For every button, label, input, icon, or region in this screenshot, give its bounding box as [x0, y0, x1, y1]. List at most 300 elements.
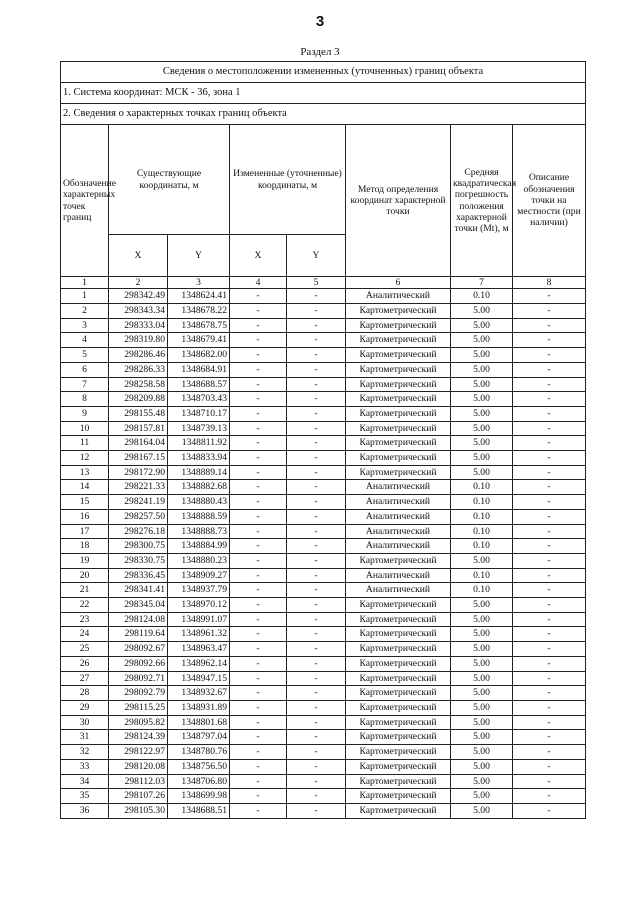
cell-method: Картометрический — [346, 745, 451, 760]
cell-description: - — [513, 318, 586, 333]
cell-method: Картометрический — [346, 465, 451, 480]
cell-changed-y: - — [287, 495, 346, 510]
table-row — [61, 333, 586, 348]
cell-existing-y: 1348961.32 — [168, 627, 230, 642]
cell-changed-x: - — [230, 333, 287, 348]
cell-existing-x: 298345.04 — [109, 598, 168, 613]
table-row — [61, 377, 586, 392]
section-title: Раздел 3 — [300, 46, 340, 58]
cell-changed-x: - — [230, 598, 287, 613]
cell-accuracy: 5.00 — [451, 612, 513, 627]
table-row — [61, 318, 586, 333]
cell-existing-x: 298300.75 — [109, 539, 168, 554]
cell-existing-y: 1348962.14 — [168, 656, 230, 671]
cell-existing-y: 1348884.99 — [168, 539, 230, 554]
cell-changed-y: - — [287, 436, 346, 451]
cell-method: Картометрический — [346, 421, 451, 436]
cell-description: - — [513, 304, 586, 319]
column-number-row — [61, 277, 586, 289]
cell-description: - — [513, 671, 586, 686]
cell-existing-y: 1348756.50 — [168, 759, 230, 774]
table-row — [61, 627, 586, 642]
cell-existing-x: 298124.08 — [109, 612, 168, 627]
cell-changed-y: - — [287, 392, 346, 407]
cell-changed-x: - — [230, 627, 287, 642]
cell-method: Картометрический — [346, 656, 451, 671]
cell-accuracy: 5.00 — [451, 715, 513, 730]
cell-existing-y: 1348963.47 — [168, 642, 230, 657]
cell-existing-x: 298105.30 — [109, 803, 168, 818]
cell-point-number: 17 — [61, 524, 109, 539]
cell-existing-x: 298241.19 — [109, 495, 168, 510]
cell-method: Аналитический — [346, 289, 451, 304]
table-row — [61, 789, 586, 804]
cell-accuracy: 0.10 — [451, 480, 513, 495]
cell-description: - — [513, 715, 586, 730]
cell-description: - — [513, 539, 586, 554]
cell-existing-x: 298341.41 — [109, 583, 168, 598]
cell-description: - — [513, 362, 586, 377]
table-row — [61, 495, 586, 510]
column-number: 7 — [451, 277, 513, 289]
cell-point-number: 8 — [61, 392, 109, 407]
cell-changed-x: - — [230, 583, 287, 598]
cell-existing-x: 298164.04 — [109, 436, 168, 451]
cell-accuracy: 5.00 — [451, 421, 513, 436]
cell-accuracy: 5.00 — [451, 642, 513, 657]
cell-description: - — [513, 421, 586, 436]
cell-changed-x: - — [230, 568, 287, 583]
cell-existing-y: 1348889.14 — [168, 465, 230, 480]
cell-point-number: 34 — [61, 774, 109, 789]
cell-accuracy: 5.00 — [451, 392, 513, 407]
cell-changed-y: - — [287, 406, 346, 421]
cell-point-number: 33 — [61, 759, 109, 774]
header-existing-x: X — [109, 235, 168, 277]
cell-point-number: 24 — [61, 627, 109, 642]
cell-method: Картометрический — [346, 348, 451, 363]
cell-changed-y: - — [287, 789, 346, 804]
cell-point-number: 5 — [61, 348, 109, 363]
cell-method: Аналитический — [346, 509, 451, 524]
cell-changed-x: - — [230, 642, 287, 657]
cell-changed-x: - — [230, 465, 287, 480]
cell-description: - — [513, 745, 586, 760]
cell-changed-y: - — [287, 509, 346, 524]
cell-description: - — [513, 392, 586, 407]
cell-description: - — [513, 406, 586, 421]
cell-changed-x: - — [230, 436, 287, 451]
table-row — [61, 774, 586, 789]
cell-method: Картометрический — [346, 715, 451, 730]
cell-point-number: 26 — [61, 656, 109, 671]
cell-changed-x: - — [230, 377, 287, 392]
cell-point-number: 14 — [61, 480, 109, 495]
cell-existing-y: 1348678.22 — [168, 304, 230, 319]
cell-method: Картометрический — [346, 759, 451, 774]
cell-accuracy: 5.00 — [451, 436, 513, 451]
cell-changed-y: - — [287, 598, 346, 613]
cell-point-number: 35 — [61, 789, 109, 804]
cell-method: Картометрический — [346, 377, 451, 392]
cell-changed-x: - — [230, 348, 287, 363]
cell-changed-x: - — [230, 803, 287, 818]
cell-description: - — [513, 774, 586, 789]
cell-method: Аналитический — [346, 568, 451, 583]
table-row — [61, 686, 586, 701]
table-row — [61, 392, 586, 407]
cell-accuracy: 0.10 — [451, 495, 513, 510]
cell-changed-x: - — [230, 289, 287, 304]
cell-existing-x: 298258.58 — [109, 377, 168, 392]
cell-point-number: 11 — [61, 436, 109, 451]
cell-changed-x: - — [230, 539, 287, 554]
cell-point-number: 21 — [61, 583, 109, 598]
cell-existing-x: 298343.34 — [109, 304, 168, 319]
cell-method: Картометрический — [346, 451, 451, 466]
cell-changed-y: - — [287, 686, 346, 701]
cell-method: Картометрический — [346, 392, 451, 407]
table-row — [61, 568, 586, 583]
cell-method: Картометрический — [346, 333, 451, 348]
table-row — [61, 671, 586, 686]
cell-existing-x: 298112.03 — [109, 774, 168, 789]
cell-method: Картометрический — [346, 686, 451, 701]
cell-existing-x: 298157.81 — [109, 421, 168, 436]
header-changed-y: Y — [287, 235, 346, 277]
cell-changed-x: - — [230, 686, 287, 701]
table-row — [61, 701, 586, 716]
cell-changed-y: - — [287, 730, 346, 745]
cell-changed-x: - — [230, 421, 287, 436]
cell-point-number: 13 — [61, 465, 109, 480]
cell-method: Картометрический — [346, 362, 451, 377]
cell-accuracy: 5.00 — [451, 774, 513, 789]
cell-existing-y: 1348739.13 — [168, 421, 230, 436]
cell-method: Аналитический — [346, 480, 451, 495]
cell-description: - — [513, 627, 586, 642]
cell-accuracy: 5.00 — [451, 789, 513, 804]
cell-accuracy: 0.10 — [451, 539, 513, 554]
cell-accuracy: 5.00 — [451, 451, 513, 466]
cell-accuracy: 5.00 — [451, 656, 513, 671]
cell-changed-x: - — [230, 730, 287, 745]
cell-point-number: 18 — [61, 539, 109, 554]
cell-changed-y: - — [287, 289, 346, 304]
cell-existing-x: 298095.82 — [109, 715, 168, 730]
cell-existing-y: 1348888.59 — [168, 509, 230, 524]
cell-accuracy: 5.00 — [451, 759, 513, 774]
cell-method: Картометрический — [346, 598, 451, 613]
cell-changed-y: - — [287, 465, 346, 480]
cell-existing-y: 1348684.91 — [168, 362, 230, 377]
cell-point-number: 31 — [61, 730, 109, 745]
table-row — [61, 642, 586, 657]
cell-changed-x: - — [230, 701, 287, 716]
cell-method: Картометрический — [346, 774, 451, 789]
cell-existing-y: 1348931.89 — [168, 701, 230, 716]
cell-accuracy: 5.00 — [451, 348, 513, 363]
table-row — [61, 451, 586, 466]
cell-changed-y: - — [287, 583, 346, 598]
table-row — [61, 583, 586, 598]
cell-point-number: 28 — [61, 686, 109, 701]
cell-existing-y: 1348833.94 — [168, 451, 230, 466]
cell-existing-x: 298122.97 — [109, 745, 168, 760]
header-changed-x: X — [230, 235, 287, 277]
cell-accuracy: 0.10 — [451, 583, 513, 598]
cell-description: - — [513, 789, 586, 804]
cell-method: Картометрический — [346, 612, 451, 627]
cell-method: Картометрический — [346, 304, 451, 319]
cell-existing-y: 1348882.68 — [168, 480, 230, 495]
column-number: 6 — [346, 277, 451, 289]
cell-accuracy: 5.00 — [451, 318, 513, 333]
cell-changed-y: - — [287, 701, 346, 716]
cell-existing-y: 1348703.43 — [168, 392, 230, 407]
coordinate-system: 1. Система координат: МСК - 36, зона 1 — [61, 83, 586, 104]
cell-accuracy: 5.00 — [451, 333, 513, 348]
cell-existing-y: 1348706.80 — [168, 774, 230, 789]
cell-point-number: 25 — [61, 642, 109, 657]
cell-description: - — [513, 583, 586, 598]
cell-changed-y: - — [287, 304, 346, 319]
cell-changed-x: - — [230, 774, 287, 789]
cell-method: Картометрический — [346, 803, 451, 818]
cell-existing-y: 1348947.15 — [168, 671, 230, 686]
cell-existing-x: 298336.45 — [109, 568, 168, 583]
cell-existing-x: 298092.66 — [109, 656, 168, 671]
header-existing-coordinates: Существующие координаты, м — [109, 125, 230, 235]
cell-method: Картометрический — [346, 553, 451, 568]
cell-changed-y: - — [287, 333, 346, 348]
cell-accuracy: 5.00 — [451, 627, 513, 642]
cell-method: Картометрический — [346, 627, 451, 642]
cell-existing-y: 1348688.51 — [168, 803, 230, 818]
cell-existing-x: 298155.48 — [109, 406, 168, 421]
cell-changed-x: - — [230, 745, 287, 760]
cell-existing-y: 1348909.27 — [168, 568, 230, 583]
cell-existing-x: 298120.08 — [109, 759, 168, 774]
table-row — [61, 480, 586, 495]
cell-existing-x: 298107.26 — [109, 789, 168, 804]
column-number: 5 — [287, 277, 346, 289]
cell-point-number: 7 — [61, 377, 109, 392]
cell-existing-x: 298092.71 — [109, 671, 168, 686]
cell-accuracy: 5.00 — [451, 803, 513, 818]
cell-changed-x: - — [230, 451, 287, 466]
cell-point-number: 23 — [61, 612, 109, 627]
cell-accuracy: 5.00 — [451, 686, 513, 701]
cell-method: Картометрический — [346, 642, 451, 657]
cell-existing-x: 298276.18 — [109, 524, 168, 539]
cell-existing-x: 298115.25 — [109, 701, 168, 716]
cell-existing-x: 298221.33 — [109, 480, 168, 495]
cell-changed-x: - — [230, 612, 287, 627]
cell-method: Аналитический — [346, 524, 451, 539]
header-accuracy: Средняя квадратическая погрешность положения характерной точки (Mt), м — [451, 125, 513, 277]
table-row — [61, 715, 586, 730]
cell-description: - — [513, 686, 586, 701]
cell-method: Картометрический — [346, 406, 451, 421]
cell-changed-y: - — [287, 774, 346, 789]
cell-existing-y: 1348811.92 — [168, 436, 230, 451]
cell-description: - — [513, 759, 586, 774]
cell-description: - — [513, 598, 586, 613]
table-row — [61, 362, 586, 377]
column-number: 2 — [109, 277, 168, 289]
cell-description: - — [513, 465, 586, 480]
cell-method: Аналитический — [346, 583, 451, 598]
cell-existing-x: 298286.46 — [109, 348, 168, 363]
cell-existing-x: 298330.75 — [109, 553, 168, 568]
cell-existing-y: 1348780.76 — [168, 745, 230, 760]
cell-changed-y: - — [287, 671, 346, 686]
cell-point-number: 19 — [61, 553, 109, 568]
cell-accuracy: 5.00 — [451, 465, 513, 480]
cell-existing-y: 1348699.98 — [168, 789, 230, 804]
table-row — [61, 421, 586, 436]
cell-accuracy: 5.00 — [451, 553, 513, 568]
cell-point-number: 3 — [61, 318, 109, 333]
cell-changed-y: - — [287, 568, 346, 583]
points-section-title: 2. Сведения о характерных точках границ объекта — [61, 104, 586, 125]
cell-changed-x: - — [230, 318, 287, 333]
cell-existing-y: 1348678.75 — [168, 318, 230, 333]
cell-changed-y: - — [287, 656, 346, 671]
cell-method: Картометрический — [346, 789, 451, 804]
table-row — [61, 436, 586, 451]
cell-existing-x: 298209.88 — [109, 392, 168, 407]
cell-existing-y: 1348991.07 — [168, 612, 230, 627]
cell-description: - — [513, 289, 586, 304]
cell-changed-y: - — [287, 715, 346, 730]
cell-accuracy: 0.10 — [451, 509, 513, 524]
table-row — [61, 803, 586, 818]
table-row — [61, 348, 586, 363]
cell-accuracy: 0.10 — [451, 568, 513, 583]
cell-description: - — [513, 642, 586, 657]
cell-existing-x: 298172.90 — [109, 465, 168, 480]
header-point-designation: Обозначение характерных точек границ — [61, 125, 109, 277]
header-existing-y: Y — [168, 235, 230, 277]
cell-changed-x: - — [230, 553, 287, 568]
cell-changed-x: - — [230, 656, 287, 671]
cell-method: Аналитический — [346, 495, 451, 510]
cell-method: Картометрический — [346, 436, 451, 451]
cell-description: - — [513, 436, 586, 451]
header-method: Метод определения координат характерной точки — [346, 125, 451, 277]
cell-accuracy: 5.00 — [451, 730, 513, 745]
table-row — [61, 612, 586, 627]
cell-existing-y: 1348710.17 — [168, 406, 230, 421]
cell-changed-y: - — [287, 451, 346, 466]
cell-description: - — [513, 333, 586, 348]
table-row — [61, 553, 586, 568]
cell-existing-x: 298342.49 — [109, 289, 168, 304]
cell-changed-y: - — [287, 377, 346, 392]
cell-changed-x: - — [230, 715, 287, 730]
table-title: Сведения о местоположении измененных (уточненных) границ объекта — [61, 62, 586, 83]
cell-existing-y: 1348797.04 — [168, 730, 230, 745]
cell-description: - — [513, 803, 586, 818]
table-row — [61, 745, 586, 760]
cell-changed-y: - — [287, 421, 346, 436]
cell-existing-y: 1348679.41 — [168, 333, 230, 348]
cell-changed-y: - — [287, 745, 346, 760]
cell-existing-x: 298167.15 — [109, 451, 168, 466]
cell-changed-y: - — [287, 803, 346, 818]
cell-point-number: 32 — [61, 745, 109, 760]
cell-method: Картометрический — [346, 730, 451, 745]
table-row — [61, 524, 586, 539]
column-number: 4 — [230, 277, 287, 289]
cell-changed-y: - — [287, 362, 346, 377]
cell-method: Картометрический — [346, 318, 451, 333]
cell-changed-y: - — [287, 759, 346, 774]
header-description: Описание обозначения точки на местности (при наличии) — [513, 125, 586, 277]
cell-existing-x: 298119.64 — [109, 627, 168, 642]
table-row — [61, 406, 586, 421]
table-body — [61, 289, 586, 818]
cell-changed-x: - — [230, 304, 287, 319]
cell-changed-y: - — [287, 318, 346, 333]
cell-description: - — [513, 480, 586, 495]
cell-changed-y: - — [287, 348, 346, 363]
cell-changed-y: - — [287, 539, 346, 554]
cell-existing-x: 298092.67 — [109, 642, 168, 657]
cell-changed-y: - — [287, 612, 346, 627]
cell-point-number: 16 — [61, 509, 109, 524]
header-changed-coordinates: Измененные (уточненные) координаты, м — [230, 125, 346, 235]
cell-point-number: 10 — [61, 421, 109, 436]
cell-point-number: 1 — [61, 289, 109, 304]
cell-description: - — [513, 656, 586, 671]
cell-description: - — [513, 701, 586, 716]
cell-accuracy: 0.10 — [451, 524, 513, 539]
cell-existing-y: 1348801.68 — [168, 715, 230, 730]
cell-point-number: 36 — [61, 803, 109, 818]
cell-existing-x: 298257.50 — [109, 509, 168, 524]
cell-existing-y: 1348682.00 — [168, 348, 230, 363]
cell-existing-x: 298319.80 — [109, 333, 168, 348]
cell-description: - — [513, 553, 586, 568]
cell-changed-y: - — [287, 480, 346, 495]
cell-accuracy: 5.00 — [451, 304, 513, 319]
cell-method: Картометрический — [346, 671, 451, 686]
cell-changed-x: - — [230, 759, 287, 774]
cell-description: - — [513, 568, 586, 583]
cell-accuracy: 5.00 — [451, 406, 513, 421]
cell-existing-y: 1348880.43 — [168, 495, 230, 510]
cell-point-number: 29 — [61, 701, 109, 716]
cell-point-number: 15 — [61, 495, 109, 510]
cell-point-number: 4 — [61, 333, 109, 348]
cell-changed-y: - — [287, 642, 346, 657]
table-row — [61, 656, 586, 671]
table-row — [61, 304, 586, 319]
table-row — [61, 289, 586, 304]
cell-existing-y: 1348932.67 — [168, 686, 230, 701]
cell-existing-x: 298092.79 — [109, 686, 168, 701]
page-number: 3 — [315, 13, 325, 30]
cell-description: - — [513, 451, 586, 466]
table-row — [61, 465, 586, 480]
cell-changed-x: - — [230, 495, 287, 510]
cell-description: - — [513, 730, 586, 745]
cell-existing-x: 298124.39 — [109, 730, 168, 745]
cell-description: - — [513, 348, 586, 363]
